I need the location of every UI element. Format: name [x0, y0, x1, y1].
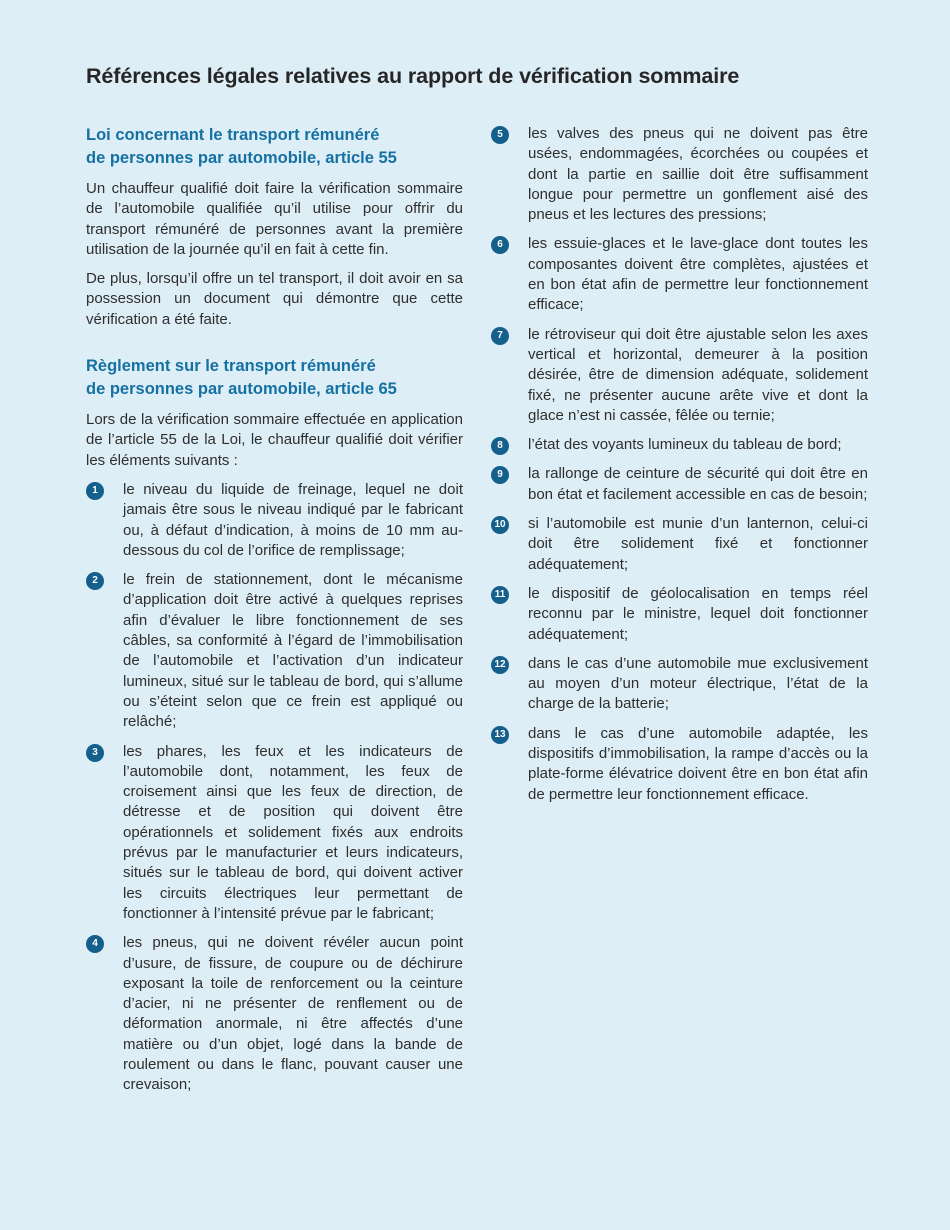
- right-column: [491, 124, 868, 814]
- list-item-text: l’état des voyants lumineux du tableau de bord;: [528, 436, 842, 454]
- list-item-text: le rétroviseur qui doit être ajustable selon les axes vertical et horizontal, demeurer à la position désirée, être de dimension adéquate, solidement fixé, ne présenter aucune arête vive et dont la glace n’est ni cassée, fêlée ou ternie;: [528, 325, 868, 424]
- list-item-text: si l’automobile est munie d’un lanternon, celui-ci doit être solidement fixé et fonctionner adéquatement;: [528, 515, 868, 573]
- list-item: [86, 933, 463, 1095]
- list-item-text: les phares, les feux et les indicateurs de l’automobile dont, notamment, les feux de croisement ainsi que les feux de direction, de détresse et de position qui doivent être opérationnels et solidement fixés aux endroits prévus par le manufacturier et leurs indicateurs, situés sur le tableau de bord, qui doivent activer les circuits électriques leur permettant de fonctionner à l’intensité prévue par le fabricant;: [123, 742, 463, 922]
- number-badge: 11: [491, 586, 509, 604]
- list-item: [86, 742, 463, 925]
- number-badge: 12: [491, 656, 509, 674]
- number-badge: 4: [86, 935, 104, 953]
- list-item: [491, 584, 868, 645]
- list-item-text: les pneus, qui ne doivent révéler aucun point d’usure, de fissure, de coupure ou de déchirure exposant la toile de renforcement ou la ceinture d’acier, ni ne présenter de renflement ou de déformation anormale, ni être affectés d’une matière ou d’un objet, logé dans la bande de roulement ou dans le flanc, pouvant causer une crevaison;: [123, 934, 463, 1094]
- list-item: [491, 234, 868, 315]
- verification-list: [86, 480, 463, 1096]
- verification-list-continued: [491, 124, 868, 805]
- list-item-text: le frein de stationnement, dont le mécanisme d’application doit être activé à quelques reprises afin d’évaluer le libre fonctionnement de ses câbles, sa conformité à l’égard de l’immobilisation de l’automobile et l’activation d’un indicateur lumineux, situé sur le tableau de bord, qui s’allume ou s’éteint selon que ce frein est appliqué ou relâché;: [123, 571, 463, 731]
- paragraph: Un chauffeur qualifié doit faire la vérification sommaire de l’automobile qualifiée qu’il utilise pour offrir du transport rémunéré de personnes avant la première utilisation de la journée qu’il en fait à cette fin.: [86, 180, 463, 258]
- number-badge: 13: [491, 726, 509, 744]
- list-item: [491, 514, 868, 575]
- intro-paragraph: Lors de la vérification sommaire effectuée en application de l’article 55 de la Loi, le chauffeur qualifié doit vérifier les éléments suivants :: [86, 411, 463, 469]
- list-item-text: dans le cas d’une automobile mue exclusivement au moyen d’un moteur électrique, l’état de la charge de la batterie;: [528, 654, 868, 713]
- number-badge: 5: [491, 126, 509, 144]
- list-item: [491, 124, 868, 225]
- number-badge: 6: [491, 236, 509, 254]
- section-heading-line: de personnes par automobile, article 55: [86, 149, 397, 167]
- list-item: [491, 724, 868, 805]
- number-badge: 7: [491, 327, 509, 345]
- list-item-text: les valves des pneus qui ne doivent pas être usées, endommagées, écorchées ou coupées et dont la partie en saillie doit être suffisamment longue pour permettre un gonflement aisé des pneus et les lectures des pressions;: [528, 125, 868, 224]
- section-heading-reglement: [86, 355, 463, 401]
- list-item-text: les essuie-glaces et le lave-glace dont toutes les composantes doivent être complètes, ajustées et en bon état afin de permettre leur fonctionnement efficace;: [528, 235, 868, 314]
- list-item: [491, 435, 868, 455]
- list-item: [491, 464, 868, 505]
- list-item: [86, 570, 463, 732]
- left-column: [86, 124, 463, 1105]
- page-title: Références légales relatives au rapport de vérification sommaire: [86, 64, 740, 88]
- section-heading-loi: [86, 124, 463, 170]
- list-item-text: dans le cas d’une automobile adaptée, les dispositifs d’immobilisation, la rampe d’accès ou la plate-forme élévatrice doivent être en bon état afin de permettre leur fonctionnement efficace.: [528, 724, 868, 803]
- paragraph: De plus, lorsqu’il offre un tel transport, il doit avoir en sa possession un document qui démontre que cette vérification a été faite.: [86, 270, 463, 328]
- number-badge: 8: [491, 437, 509, 455]
- number-badge: 2: [86, 572, 104, 590]
- number-badge: 9: [491, 466, 509, 484]
- list-item-text: la rallonge de ceinture de sécurité qui doit être en bon état et facilement accessible en cas de besoin;: [528, 465, 868, 503]
- number-badge: 10: [491, 516, 509, 534]
- section-heading-line: de personnes par automobile, article 65: [86, 380, 397, 399]
- list-item: [491, 325, 868, 426]
- number-badge: 1: [86, 482, 104, 500]
- number-badge: 3: [86, 744, 104, 762]
- list-item: [86, 480, 463, 561]
- list-item: [491, 654, 868, 715]
- list-item-text: le dispositif de géolocalisation en temps réel reconnu par le ministre, lequel doit fonctionner adéquatement;: [528, 584, 868, 643]
- section-heading-line: Loi concernant le transport rémunéré: [86, 126, 380, 144]
- section-heading-line: Règlement sur le transport rémunéré: [86, 357, 376, 376]
- list-item-text: le niveau du liquide de freinage, lequel ne doit jamais être sous le niveau indiqué par le fabricant ou, à défaut d’indication, à moins de 10 mm au-dessous du col de l’orifice de remplissage;: [123, 480, 463, 559]
